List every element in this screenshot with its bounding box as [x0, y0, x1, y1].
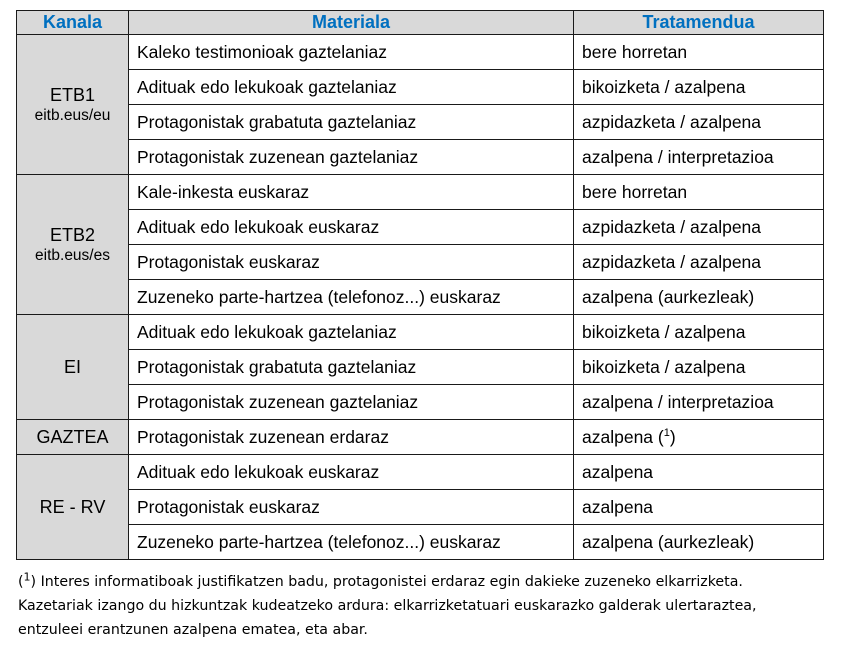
- materiala-cell: Protagonistak zuzenean gaztelaniaz: [129, 140, 574, 175]
- materiala-cell: Protagonistak zuzenean gaztelaniaz: [129, 385, 574, 420]
- table-row: [17, 175, 824, 210]
- tratamendua-cell: [574, 175, 824, 210]
- materiala-cell: Protagonistak grabatuta gaztelaniaz: [129, 350, 574, 385]
- materiala-cell: Kale-inkesta euskaraz: [129, 175, 574, 210]
- tratamendua-text: bere horretan: [582, 181, 688, 202]
- tratamendua-cell: [574, 210, 824, 245]
- footnote: [18, 570, 854, 642]
- footnote-paren-open: (: [18, 574, 24, 590]
- table-row: [17, 350, 824, 385]
- footnote-text-1: Interes informatiboak justifikatzen badu, protagonistei erdaraz egin dakieke zuzeneko elkarrizketa.: [36, 574, 743, 590]
- channel-name: RE - RV: [39, 497, 106, 517]
- tratamendua-text: azalpena (aurkezleak): [582, 286, 755, 307]
- table-row: [17, 490, 824, 525]
- footnote-ref-mark: 1: [663, 426, 670, 439]
- materiala-cell: Zuzeneko parte-hartzea (telefonoz...) euskaraz: [129, 525, 574, 560]
- tratamendua-cell: [574, 455, 824, 490]
- table-row: [17, 140, 824, 175]
- footnote-line-3: entzuleei erantzunen azalpena ematea, eta abar.: [18, 622, 368, 638]
- table-row: [17, 35, 824, 70]
- tratamendua-cell: [574, 315, 824, 350]
- footnote-line-2: Kazetariak izango du hizkuntzak kudeatzeko ardura: elkarrizketatuari euskarazko galderak ulertaraztea,: [18, 598, 757, 614]
- tratamendua-text: bere horretan: [582, 41, 688, 62]
- tratamendua-text: azalpena: [582, 461, 654, 482]
- tratamendua-cell: [574, 490, 824, 525]
- channel-treatment-table: [16, 10, 824, 560]
- header-materiala: Materiala: [129, 11, 574, 35]
- tratamendua-text: azpidazketa / azalpena: [582, 216, 762, 237]
- tratamendua-cell: [574, 70, 824, 105]
- tratamendua-cell: [574, 525, 824, 560]
- channel-name: GAZTEA: [36, 427, 109, 447]
- materiala-cell: Protagonistak zuzenean erdaraz: [129, 420, 574, 455]
- channel-name: ETB2: [49, 225, 96, 245]
- materiala-cell: Protagonistak euskaraz: [129, 245, 574, 280]
- materiala-cell: Adituak edo lekukoak euskaraz: [129, 455, 574, 490]
- materiala-cell: Zuzeneko parte-hartzea (telefonoz...) euskaraz: [129, 280, 574, 315]
- tratamendua-text: azalpena: [582, 496, 654, 517]
- channel-subtitle: eitb.eus/es: [35, 247, 110, 264]
- tratamendua-text-after: ): [669, 426, 676, 447]
- table-row: [17, 280, 824, 315]
- table-row: [17, 315, 824, 350]
- channel-cell: [17, 420, 129, 455]
- table-row: [17, 420, 824, 455]
- table-row: [17, 210, 824, 245]
- table-body: [17, 35, 824, 560]
- tratamendua-cell: [574, 105, 824, 140]
- table-row: [17, 455, 824, 490]
- table-row: [17, 525, 824, 560]
- channel-name: EI: [63, 357, 81, 377]
- footnote-paren-close: ): [30, 574, 37, 590]
- channel-cell: [17, 35, 129, 175]
- tratamendua-cell: [574, 35, 824, 70]
- tratamendua-text: azpidazketa / azalpena: [582, 251, 762, 272]
- tratamendua-cell: [574, 140, 824, 175]
- tratamendua-text: azalpena (aurkezleak): [582, 531, 755, 552]
- materiala-cell: Protagonistak euskaraz: [129, 490, 574, 525]
- tratamendua-cell: [574, 385, 824, 420]
- tratamendua-cell: [574, 350, 824, 385]
- materiala-cell: Adituak edo lekukoak euskaraz: [129, 210, 574, 245]
- table-header-row: [17, 11, 824, 35]
- materiala-cell: Protagonistak grabatuta gaztelaniaz: [129, 105, 574, 140]
- tratamendua-text: azalpena / interpretazioa: [582, 146, 774, 167]
- channel-name: ETB1: [49, 85, 96, 105]
- table-row: [17, 385, 824, 420]
- tratamendua-text: azalpena / interpretazioa: [582, 391, 774, 412]
- tratamendua-cell: [574, 245, 824, 280]
- channel-cell: [17, 175, 129, 315]
- table-row: [17, 70, 824, 105]
- footnote-line-1: [18, 570, 854, 594]
- tratamendua-cell: [574, 280, 824, 315]
- header-kanala: Kanala: [17, 11, 129, 35]
- table-row: [17, 245, 824, 280]
- materiala-cell: Adituak edo lekukoak gaztelaniaz: [129, 70, 574, 105]
- table-row: [17, 105, 824, 140]
- tratamendua-text: bikoizketa / azalpena: [582, 76, 746, 97]
- header-tratamendua: Tratamendua: [574, 11, 824, 35]
- tratamendua-text: azpidazketa / azalpena: [582, 111, 762, 132]
- channel-cell: [17, 455, 129, 560]
- tratamendua-text: bikoizketa / azalpena: [582, 356, 746, 377]
- footnote-mark: 1: [23, 570, 31, 584]
- tratamendua-text: bikoizketa / azalpena: [582, 321, 746, 342]
- channel-subtitle: eitb.eus/eu: [34, 107, 111, 124]
- channel-cell: [17, 315, 129, 420]
- materiala-cell: Adituak edo lekukoak gaztelaniaz: [129, 315, 574, 350]
- tratamendua-text: azalpena (: [582, 426, 664, 447]
- tratamendua-cell: [574, 420, 824, 455]
- materiala-cell: Kaleko testimonioak gaztelaniaz: [129, 35, 574, 70]
